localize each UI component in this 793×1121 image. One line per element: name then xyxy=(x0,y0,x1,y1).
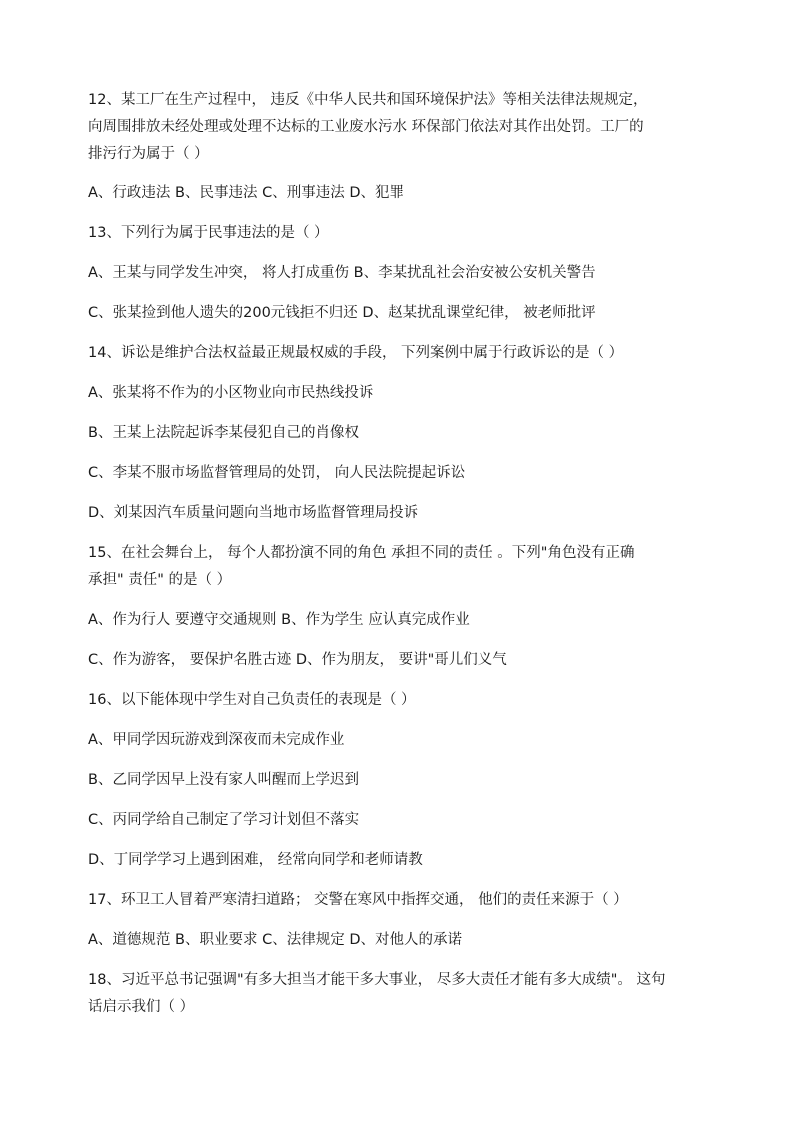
q13-stem: 13、下列行为属于民事违法的是（ ） xyxy=(88,225,329,241)
q14-stem: 14、诉讼是维护合法权益最正规最权威的手段， 下列案例中属于行政诉讼的是（ ） xyxy=(88,345,624,361)
q15-options-line-1: A、作为行人 要遵守交通规则 B、作为学生 应认真完成作业 xyxy=(88,612,470,628)
q16-stem: 16、以下能体现中学生对自己负责任的表现是（ ） xyxy=(88,692,416,708)
q12-options: A、行政违法 B、民事违法 C、刑事违法 D、犯罪 xyxy=(88,185,404,201)
q17-options: A、道德规范 B、职业要求 C、法律规定 D、对他人的承诺 xyxy=(88,932,462,948)
q14-option-a: A、张某将不作为的小区物业向市民热线投诉 xyxy=(88,385,374,401)
q18-stem-line-2: 话启示我们（ ） xyxy=(88,999,195,1015)
q15-stem-line-1: 15、在社会舞台上， 每个人都扮演不同的角色 承担不同的责任 。下列"角色没有正确 xyxy=(88,545,635,561)
q18-stem-line-1: 18、习近平总书记强调"有多大担当才能干多大事业， 尽多大责任才能有多大成绩"。 这句 xyxy=(88,972,666,988)
q15-stem-line-2: 承担" 责任" 的是（ ） xyxy=(88,572,232,588)
q12-stem-line-2: 向周围排放未经处理或处理不达标的工业废水污水 环保部门依法对其作出处罚。工厂的 xyxy=(88,119,644,135)
q14-option-d: D、刘某因汽车质量问题向当地市场监督管理局投诉 xyxy=(88,505,419,521)
q14-option-c: C、李某不服市场监督管理局的处罚， 向人民法院提起诉讼 xyxy=(88,465,466,481)
q14-option-b: B、王某上法院起诉李某侵犯自己的肖像权 xyxy=(88,425,359,441)
q16-option-b: B、乙同学因早上没有家人叫醒而上学迟到 xyxy=(88,772,359,788)
q15-options-line-2: C、作为游客， 要保护名胜古迹 D、作为朋友， 要讲"哥儿们义气 xyxy=(88,652,507,668)
q13-options-line-2: C、张某捡到他人遗失的200元钱拒不归还 D、赵某扰乱课堂纪律， 被老师批评 xyxy=(88,305,596,321)
q16-option-a: A、甲同学因玩游戏到深夜而未完成作业 xyxy=(88,732,345,748)
q12-stem-line-1: 12、某工厂在生产过程中， 违反《中华人民共和国环境保护法》等相关法律法规规定， xyxy=(88,92,648,108)
q16-option-d: D、丁同学学习上遇到困难， 经常向同学和老师请教 xyxy=(88,852,423,868)
q17-stem: 17、环卫工人冒着严寒清扫道路； 交警在寒风中指挥交通， 他们的责任来源于（ ） xyxy=(88,892,628,908)
q13-options-line-1: A、王某与同学发生冲突， 将人打成重伤 B、李某扰乱社会治安被公安机关警告 xyxy=(88,265,596,281)
q16-option-c: C、丙同学给自己制定了学习计划但不落实 xyxy=(88,812,360,828)
q12-stem-line-3: 排污行为属于（ ） xyxy=(88,146,209,162)
